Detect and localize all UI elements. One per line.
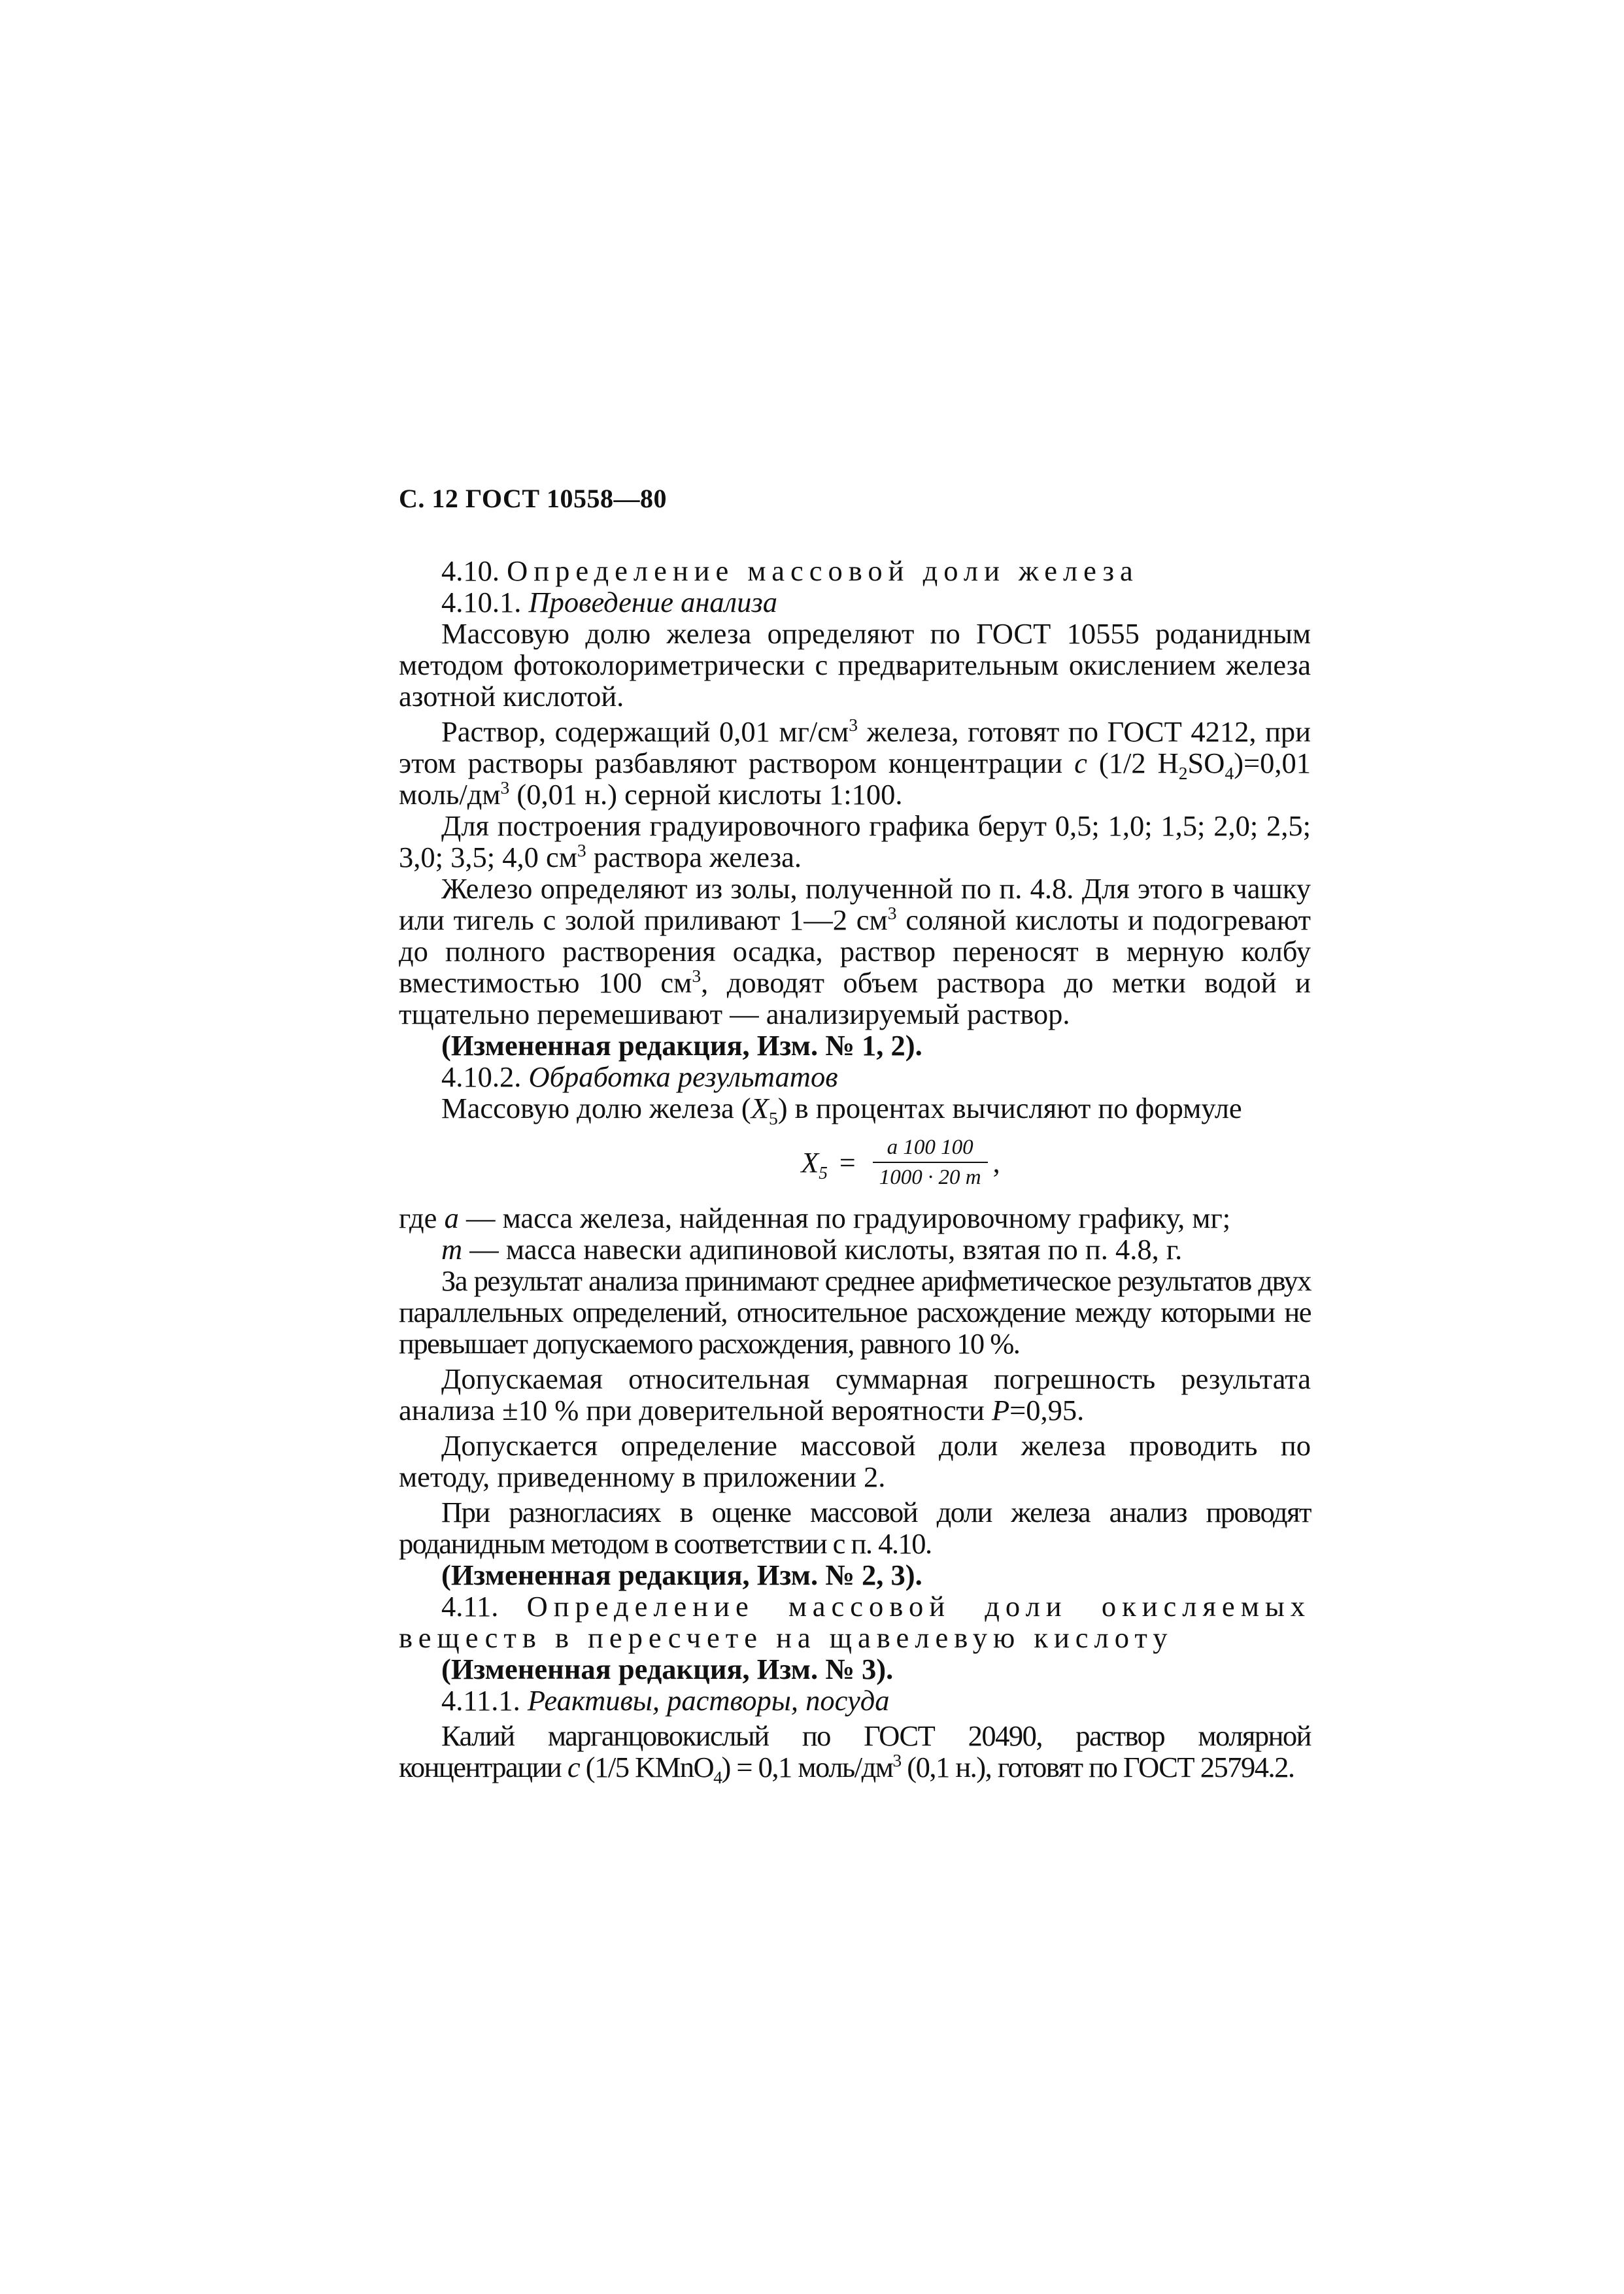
paragraph-error: Допускаемая относительная суммарная погрешность результата анализа ±10 % при доверительной вероятности Р=0,95.	[399, 1362, 1311, 1426]
paragraph-iron-solution: Раствор, содержащий 0,01 $мг/см^3$ железа, готовят по ГОСТ 4212, при этом растворы разбавляют раствором концентрации с (1/2 $H_2SO_4)=0,01$ моль/$дм^3$ (0,01 н.) серной кислоты 1:100.	[399, 715, 1311, 811]
paragraph-iron-method: Массовую долю железа определяют по ГОСТ 10555 роданидным методом фотоколориметрически с предварительным окислением железа азотной кислотой.	[399, 617, 1311, 713]
edition-note: (Измененная редакция, Изм. № 2, 3).	[441, 1559, 922, 1591]
section-4-11-heading	[399, 1591, 1311, 1653]
section-4-10-heading	[399, 555, 1311, 586]
formula-fraction	[873, 1134, 988, 1190]
section-title: Обработка результатов	[528, 1060, 838, 1093]
definition-m: m — масса навески адипиновой кислоты, взятая по п. 4.8, г.	[441, 1233, 1183, 1266]
formula-lhs: $X_5$	[801, 1146, 828, 1183]
section-4-11-1-heading	[399, 1685, 1311, 1716]
section-title: Определение массовой доли железа	[507, 554, 1139, 587]
formula-numerator: a 100 100	[887, 1136, 973, 1159]
edition-note: (Измененная редакция, Изм. № 1, 2).	[441, 1029, 922, 1062]
paragraph-permanganate: Калий марганцовокислый по ГОСТ 20490, раствор молярной концентрации с (1/5 KMnO$_4$) = 0,1 моль/$дм^3$ (0,1 н.), готовят по ГОСТ 25794.2.	[399, 1719, 1311, 1787]
paragraph-formula-intro: Массовую долю железа $(X_5)$ в процентах вычисляют по формуле	[441, 1092, 1242, 1128]
section-number: 4.11.	[441, 1590, 499, 1623]
section-title: Реактивы, растворы, посуда	[527, 1684, 890, 1717]
document-page	[399, 481, 1311, 1787]
section-4-10-1-heading	[399, 586, 1311, 618]
section-number: 4.11.1.	[441, 1684, 520, 1717]
section-number: 4.10.2.	[441, 1060, 522, 1093]
formula-denominator: 1000 · 20 m	[873, 1162, 988, 1190]
section-4-10-2-heading	[399, 1061, 1311, 1092]
formula-x5	[490, 1126, 1311, 1198]
edition-note: (Измененная редакция, Изм. № 3).	[441, 1653, 894, 1685]
section-number: 4.10.	[441, 554, 499, 587]
paragraph-result: За результат анализа принимают среднее арифметическое результатов двух параллельных определений, относительное расхождение между которыми не превышает допускаемого расхождения, равного 10 %.	[399, 1264, 1311, 1360]
section-title: Проведение анализа	[528, 586, 777, 618]
page-header: С. 12 ГОСТ 10558—80	[399, 484, 668, 513]
paragraph-disputes: При разногласиях в оценке массовой доли железа анализ проводят роданидным методом в соответствии с п. 4.10.	[399, 1496, 1311, 1560]
section-title: Определение массовой доли окисляемых веществ в пересчете на щавелевую кислоту	[399, 1590, 1311, 1654]
paragraph-calibration: Для построения градуировочного графика берут 0,5; 1,0; 1,5; 2,0; 2,5; 3,0; 3,5; 4,0 $см^3$ раствора железа.	[399, 809, 1311, 873]
formula-equals: =	[839, 1146, 856, 1179]
formula-comma: ,	[992, 1146, 1000, 1179]
paragraph-alt-method: Допускается определение массовой доли железа проводить по методу, приведенному в приложении 2.	[399, 1429, 1311, 1493]
paragraph-ash-procedure: Железо определяют из золы, полученной по п. 4.8. Для этого в чашку или тигель с золой приливают 1—2 $см^3$ соляной кислоты и подогревают до полного растворения осадка, раствор переносят в мерную колбу вместимостью 100 $см^3$, доводят объем раствора до метки водой и тщательно перемешивают — анализируемый раствор.	[399, 872, 1311, 1030]
definition-a: где a — масса железа, найденная по градуировочному графику, мг;	[399, 1202, 1231, 1234]
section-number: 4.10.1.	[441, 586, 522, 618]
